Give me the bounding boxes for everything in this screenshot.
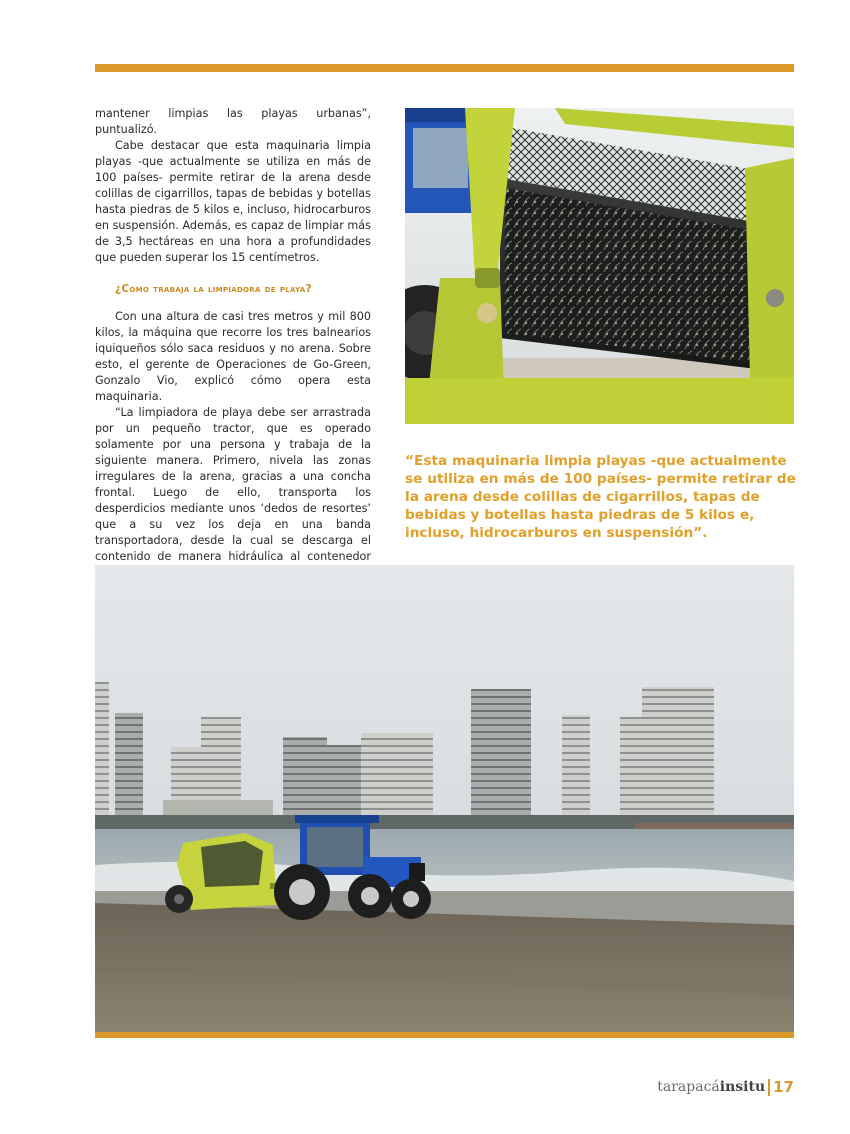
photo-beach-cleaner-closeup — [405, 108, 794, 424]
photo-beach-cleaner-on-shore — [95, 565, 794, 1032]
paragraph-machine-specs: Con una altura de casi tres metros y mil 800 kilos, la máquina que recorre los tres balnearios iquiqueños sólo saca residuos y no arena. Sobre esto, el gerente de Operaciones de Go-Green, Gonzalo Vio, explicó cómo opera esta maquinaria. — [95, 310, 371, 403]
magazine-name-part1: tarapacá — [657, 1079, 720, 1095]
paragraph-operation-quote: “La limpiadora de playa debe ser arrastrada por un pequeño tractor, que es operado solamente por una persona y trabaja de la siguiente manera. Primero, nivela las zonas irregulares de la arena, gracias a una concha frontal. Luego de ello, transporta los desperdicios mediante unos ‘dedos de resortes’ que a su vez los deja en una banda transportadora, desde la cual se descarga el contenido de manera hidráulica al contenedor — [95, 406, 371, 563]
footer-separator — [768, 1079, 770, 1096]
magazine-name-part2: insitu — [719, 1079, 766, 1095]
page-footer — [657, 1078, 794, 1096]
paragraph-machine-capabilities: Cabe destacar que esta maquinaria limpia playas -que actualmente se utiliza en más de 100 países- permite retirar de la arena desde colillas de cigarrillos, tapas de bebidas y botellas hasta piedras de 5 kilos e, incluso, hidrocarburos en suspensión. Además, es capaz de limpiar más de 3,5 hectáreas en una hora a profundidades que pueden superar los 15 centímetros. — [95, 139, 371, 264]
paragraph-continuation: mantener limpias las playas urbanas”, puntualizó. — [95, 107, 371, 136]
bottom-accent-rule — [95, 1032, 794, 1038]
top-accent-rule — [95, 64, 794, 72]
page-number: 17 — [773, 1078, 794, 1096]
pull-quote: “Esta maquinaria limpia playas -que actualmente se utiliza en más de 100 países- permite retirar de la arena desde colillas de cigarrillos, tapas de bebidas y botellas hasta piedras de 5 kilos e, incluso, hidrocarburos en suspensión”. — [405, 453, 796, 541]
section-subheading: ¿Cómo trabaja la limpiadora de playa? — [115, 283, 312, 295]
article-column — [95, 106, 371, 581]
